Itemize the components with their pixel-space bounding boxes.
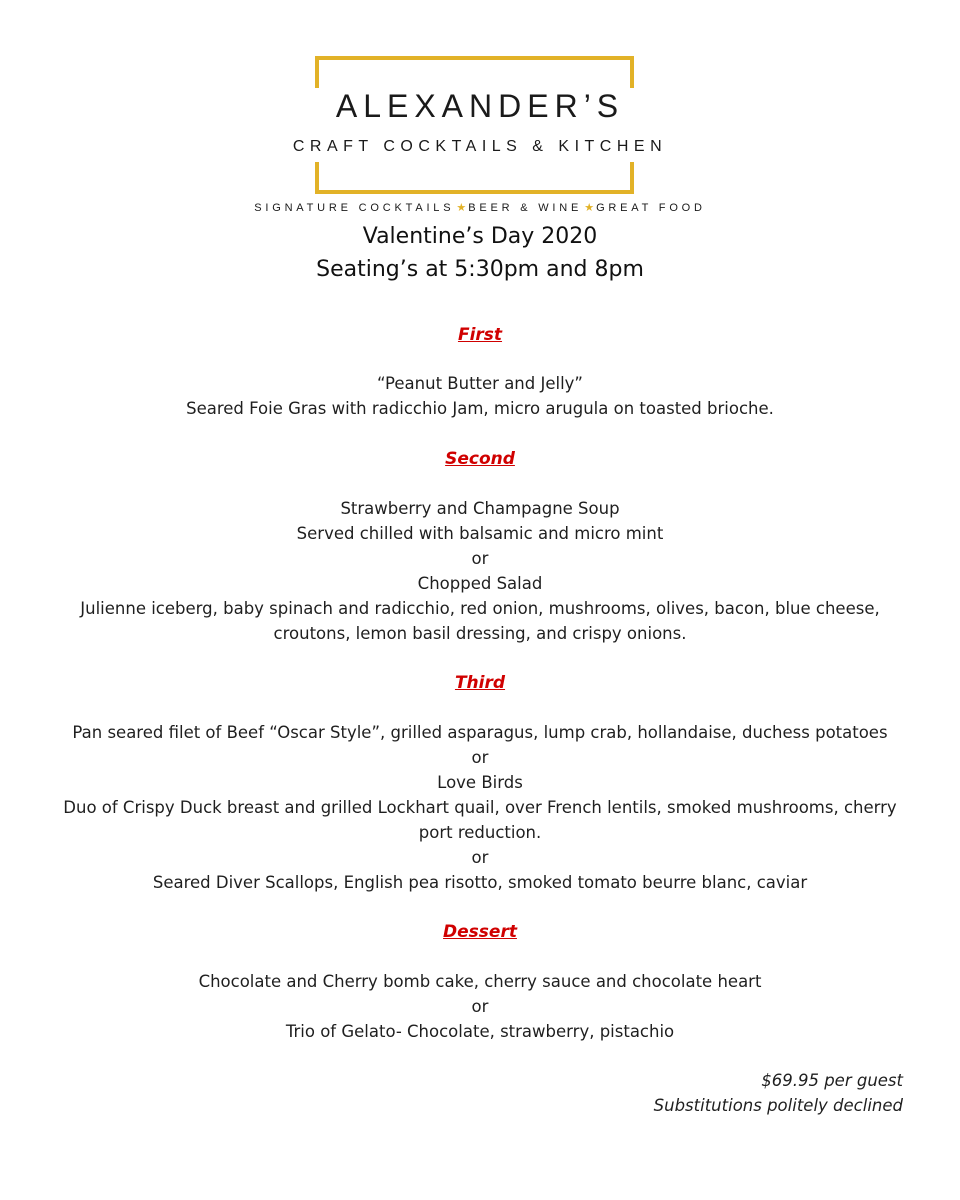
tagline-part: SIGNATURE COCKTAILS <box>254 202 455 214</box>
price-text: $69.95 per guest <box>761 1071 903 1090</box>
course-heading-dessert: Dessert <box>443 922 517 942</box>
menu-line: Seared Foie Gras with radicchio Jam, micro arugula on toasted brioche. <box>186 399 774 418</box>
logo-bracket-top <box>315 56 634 88</box>
menu-line: Chocolate and Cherry bomb cake, cherry sauce and chocolate heart <box>198 972 762 991</box>
price-footer <box>654 1068 903 1118</box>
menu-line: Chopped Salad <box>417 574 543 593</box>
menu-line: croutons, lemon basil dressing, and crispy onions. <box>273 624 687 643</box>
tagline-part: BEER & WINE <box>468 202 583 214</box>
menu-line: or <box>471 748 489 767</box>
menu-line: Seared Diver Scallops, English pea risotto, smoked tomato beurre blanc, caviar <box>152 873 808 892</box>
menu-line: Julienne iceberg, baby spinach and radicchio, red onion, mushrooms, olives, bacon, blue cheese, <box>80 599 880 618</box>
menu-line: Trio of Gelato- Chocolate, strawberry, pistachio <box>285 1022 675 1041</box>
star-icon: ★ <box>456 202 467 214</box>
event-title: Valentine’s Day 2020 <box>362 224 598 249</box>
menu-line: “Peanut Butter and Jelly” <box>377 374 583 393</box>
course-heading-second: Second <box>445 449 515 469</box>
star-icon: ★ <box>584 202 595 214</box>
menu-line: or <box>471 848 489 867</box>
course-dessert <box>0 969 960 1044</box>
menu-line: port reduction. <box>418 823 542 842</box>
course-second <box>0 496 960 646</box>
event-seating: Seating’s at 5:30pm and 8pm <box>316 257 644 282</box>
course-third <box>0 720 960 895</box>
brand-name: ALEXANDER’S <box>335 88 625 124</box>
brand-subtitle: CRAFT COCKTAILS & KITCHEN <box>292 138 668 155</box>
menu-line: Duo of Crispy Duck breast and grilled Lockhart quail, over French lentils, smoked mushrooms, cherry <box>63 798 897 817</box>
substitution-note: Substitutions politely declined <box>653 1096 903 1115</box>
menu-line: Served chilled with balsamic and micro mint <box>296 524 664 543</box>
course-heading-first: First <box>457 325 503 345</box>
menu-line: Pan seared filet of Beef “Oscar Style”, grilled asparagus, lump crab, hollandaise, duchess potatoes <box>72 723 888 742</box>
menu-line: Love Birds <box>437 773 523 792</box>
course-heading-third: Third <box>454 673 506 693</box>
tagline-part: GREAT FOOD <box>596 202 706 214</box>
menu-line: Strawberry and Champagne Soup <box>340 499 620 518</box>
menu-line: or <box>471 997 489 1016</box>
logo-bracket-bottom <box>315 162 634 194</box>
menu-line: or <box>471 549 489 568</box>
course-first <box>0 371 960 421</box>
brand-tagline <box>0 200 960 216</box>
